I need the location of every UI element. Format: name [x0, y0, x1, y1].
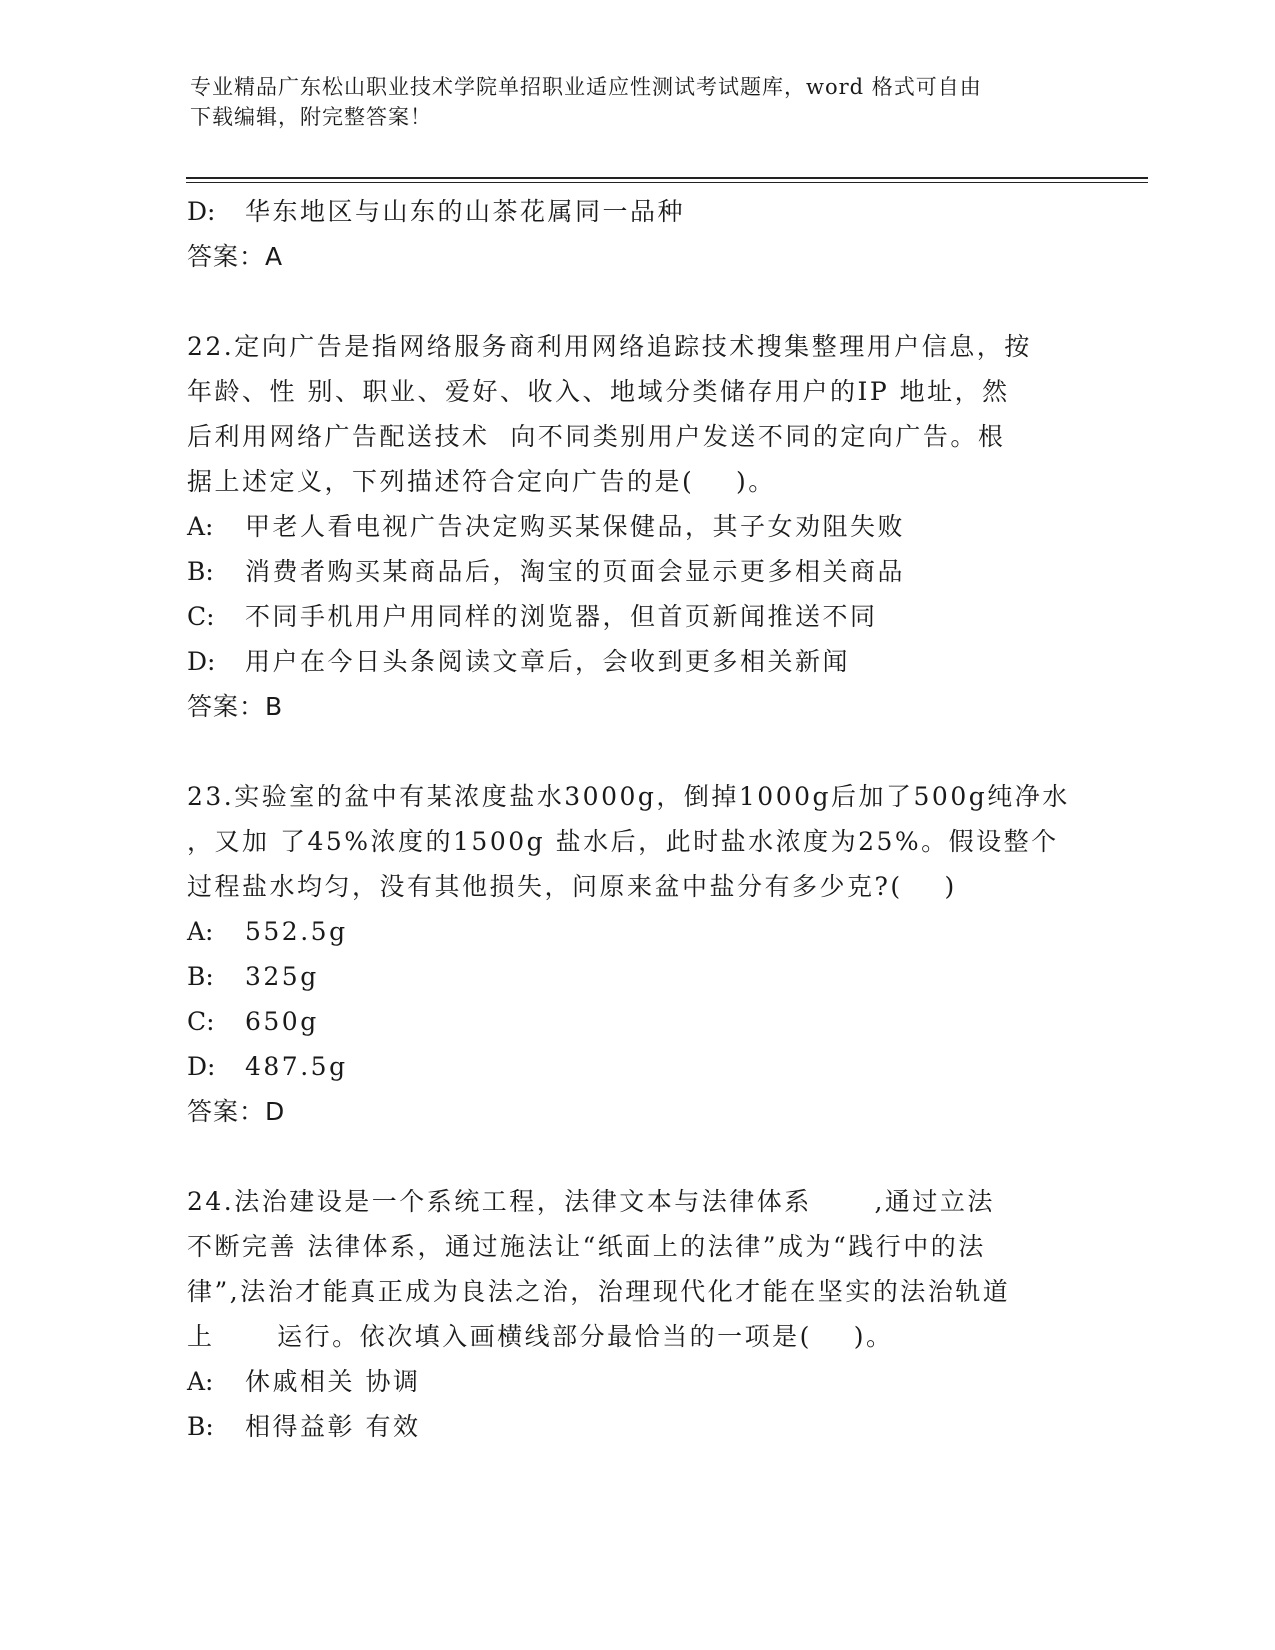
q22-option-c: [187, 594, 1087, 639]
option-key: A:: [187, 1367, 214, 1396]
option-key: B:: [187, 1412, 214, 1441]
header-line-1: 专业精品广东松山职业技术学院单招职业适应性测试考试题库，word 格式可自由: [190, 75, 982, 99]
page-header: [190, 72, 1090, 132]
q24-stem-line-1: 24.法治建设是一个系统工程，法律文本与法律体系 ,通过立法: [187, 1187, 995, 1216]
q22-stem-line-3: 后利用网络广告配送技术 向不同类别用户发送不同的定向广告。根: [187, 422, 1006, 451]
q24-stem-line-3: 律”,法治才能真正成为良法之治，治理现代化才能在坚实的法治轨道: [187, 1277, 1011, 1306]
q23-option-a: [187, 909, 1087, 954]
header-line-2: 下载编辑，附完整答案！: [190, 105, 432, 129]
q23-stem-line-3: 过程盐水均匀，没有其他损失，问原来盆中盐分有多少克?( ): [187, 872, 957, 901]
spacer: [187, 1134, 1087, 1179]
option-text: 甲老人看电视广告决定购买某保健品，其子女劝阻失败: [245, 512, 906, 541]
q23-option-c: [187, 999, 1087, 1044]
header-divider-thin: [186, 182, 1148, 183]
option-text: 消费者购买某商品后，淘宝的页面会显示更多相关商品: [245, 557, 906, 586]
q21-option-d: [187, 189, 1087, 234]
q23-stem-line-2: ，又加 了45%浓度的1500g 盐水后，此时盐水浓度为25%。假设整个: [187, 827, 1059, 856]
q22-stem-line-2: 年龄、性 别、职业、爱好、收入、地域分类储存用户的IP 地址，然: [187, 377, 1010, 406]
q23-stem-line-1: 23.实验室的盆中有某浓度盐水3000g，倒掉1000g后加了500g纯净水: [187, 782, 1070, 811]
option-text: 用户在今日头条阅读文章后，会收到更多相关新闻: [245, 647, 851, 676]
option-key: C:: [187, 1007, 215, 1036]
spacer: [187, 279, 1087, 324]
q22-stem-line-4: 据上述定义，下列描述符合定向广告的是( )。: [187, 467, 776, 496]
option-key: C:: [187, 602, 215, 631]
q24-option-a: [187, 1359, 1087, 1404]
option-text: 休戚相关 协调: [245, 1367, 421, 1396]
q24-stem-line-4: 上 运行。依次填入画横线部分最恰当的一项是( )。: [187, 1322, 894, 1351]
q22-stem-line-1: 22.定向广告是指网络服务商利用网络追踪技术搜集整理用户信息，按: [187, 332, 1032, 361]
q23-option-b: [187, 954, 1087, 999]
option-key: D:: [187, 197, 216, 226]
option-text: 不同手机用户用同样的浏览器，但首页新闻推送不同: [245, 602, 878, 631]
option-text: 650g: [245, 1007, 319, 1036]
q22-option-a: [187, 504, 1087, 549]
q22-option-d: [187, 639, 1087, 684]
header-divider-thick: [186, 177, 1148, 179]
option-text: 487.5g: [245, 1052, 348, 1081]
q23-answer: 答案：D: [187, 1097, 286, 1126]
option-text: 华东地区与山东的山茶花属同一品种: [245, 197, 686, 226]
q24-option-b: [187, 1404, 1087, 1449]
option-text: 相得益彰 有效: [245, 1412, 421, 1441]
option-key: D:: [187, 1052, 216, 1081]
q22-answer: 答案：B: [187, 692, 284, 721]
option-text: 552.5g: [245, 917, 348, 946]
option-key: A:: [187, 917, 214, 946]
q22-option-b: [187, 549, 1087, 594]
option-key: B:: [187, 557, 214, 586]
spacer: [187, 729, 1087, 774]
q24-stem-line-2: 不断完善 法律体系，通过施法让“纸面上的法律”成为“践行中的法: [187, 1232, 986, 1261]
question-content: [187, 189, 1087, 1449]
option-key: B:: [187, 962, 214, 991]
option-text: 325g: [245, 962, 319, 991]
option-key: A:: [187, 512, 214, 541]
q23-option-d: [187, 1044, 1087, 1089]
q21-answer: 答案：A: [187, 242, 284, 271]
option-key: D:: [187, 647, 216, 676]
